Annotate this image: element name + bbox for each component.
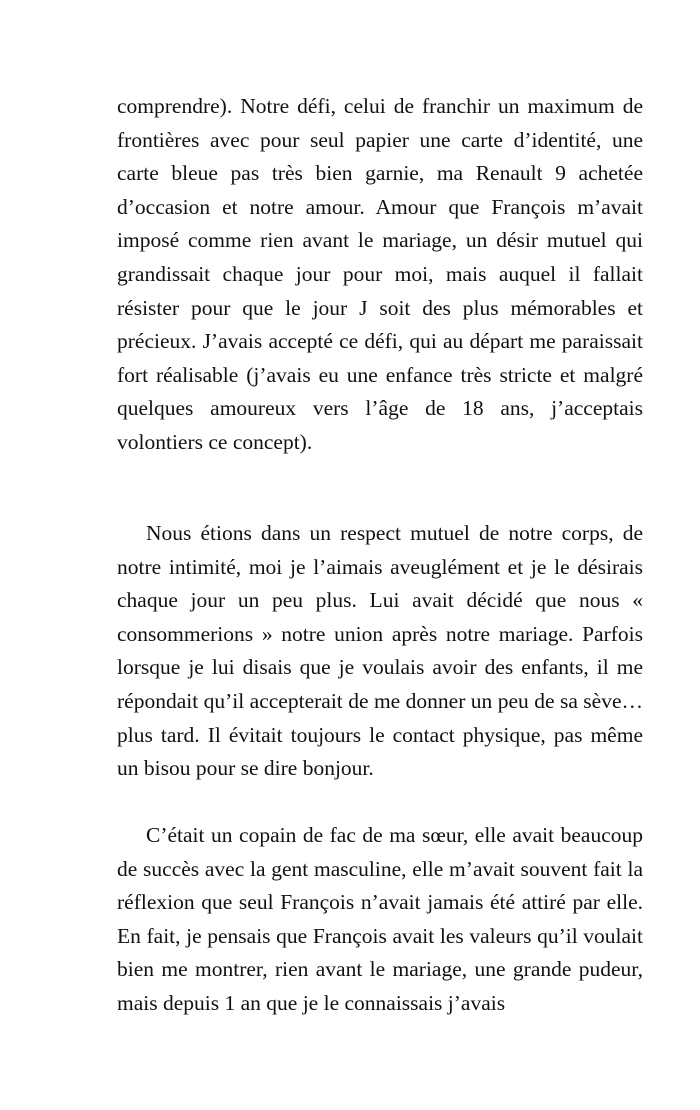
paragraph-3: C’était un copain de fac de ma sœur, elle avait beaucoup de succès avec la gent masculine, elle m’avait souvent fait la réflexion que seul François n’avait jamais été attiré par elle. En fait, je pensais que François avait les valeurs qu’il voulait bien me montrer, rien avant le mariage, une grande pudeur, mais depuis 1 an que je le connaissais j’avais [117, 823, 643, 1015]
paragraph-1: comprendre). Notre défi, celui de franchir un maximum de frontières avec pour seul papier une carte d’identité, une carte bleue pas très bien garnie, ma Renault 9 achetée d’occasion et notre amour. Amour que François m’avait imposé comme rien avant le mariage, un désir mutuel qui grandissait chaque jour pour moi, mais auquel il fallait résister pour que le jour J soit des plus mémorables et précieux. J’avais accepté ce défi, qui au départ me paraissait fort réalisable (j’avais eu une enfance très stricte et malgré quelques amoureux vers l’âge de 18 ans, j’acceptais volontiers ce concept). [117, 94, 643, 454]
paragraph-2: Nous étions dans un respect mutuel de notre corps, de notre intimité, moi je l’aimais aveuglément et je le désirais chaque jour un peu plus. Lui avait décidé que nous « consommerions » notre union après notre mariage. Parfois lorsque je lui disais que je voulais avoir des enfants, il me répondait qu’il accepterait de me donner un peu de sa sève… plus tard. Il évitait toujours le contact physique, pas même un bisou pour se dire bonjour. [117, 521, 643, 781]
